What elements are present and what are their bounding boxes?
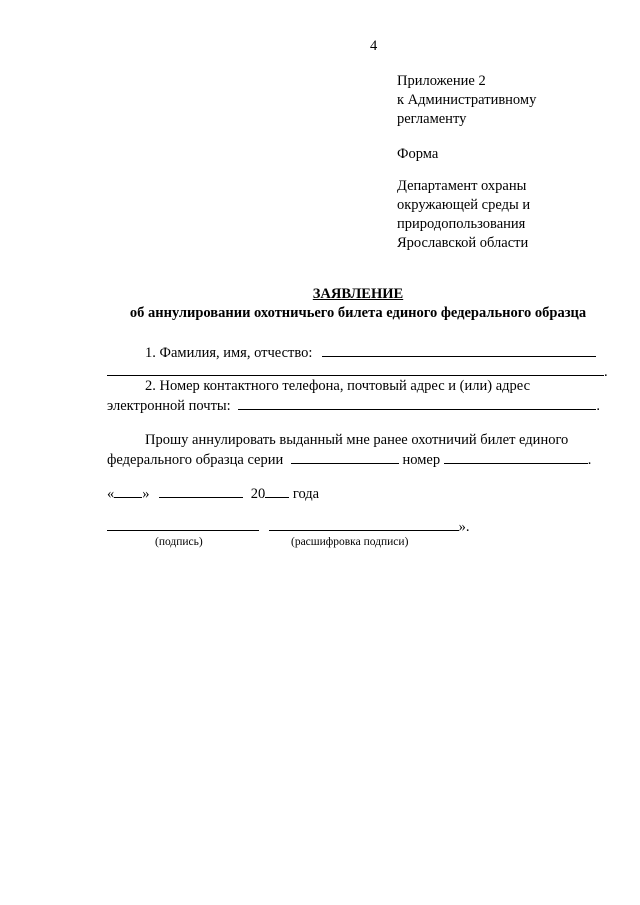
contact-row: электронной почты: . <box>107 398 600 414</box>
signature-decoding-caption: (расшифровка подписи) <box>291 536 409 548</box>
signature-decoding-input-line[interactable] <box>269 518 459 531</box>
signature-caption: (подпись) <box>155 536 203 548</box>
fio-label: 1. Фамилия, имя, отчество: <box>145 345 313 361</box>
request-line-2: федерального образца серии номер . <box>107 452 592 468</box>
year-input-line[interactable] <box>265 485 289 498</box>
year-prefix: 20 <box>250 486 266 502</box>
series-input-line[interactable] <box>291 451 399 464</box>
signature-input-line[interactable] <box>107 518 259 531</box>
appendix-line-3: регламенту <box>397 111 467 127</box>
number-label: номер <box>402 452 441 468</box>
fio-input-line[interactable] <box>322 344 596 357</box>
document-title: ЗАЯВЛЕНИЕ <box>312 286 404 302</box>
appendix-line-1: Приложение 2 <box>397 73 486 89</box>
department-block <box>397 177 530 253</box>
request-line-1: Прошу аннулировать выданный мне ранее охотничий билет единого <box>145 432 569 448</box>
appendix-block <box>397 72 536 129</box>
page-number: 4 <box>370 38 378 54</box>
department-line-4: Ярославской области <box>397 235 529 251</box>
year-suffix: года <box>292 486 320 502</box>
department-line-3: природопользования <box>397 216 526 232</box>
date-row: « » 20 года <box>107 486 320 502</box>
contact-label-line-2: электронной почты: <box>107 398 231 414</box>
contact-label-line-1: 2. Номер контактного телефона, почтовый адрес и (или) адрес <box>145 378 531 394</box>
department-line-2: окружающей среды и <box>397 197 531 213</box>
department-line-1: Департамент охраны <box>397 178 527 194</box>
fio-input-line-2[interactable] <box>107 363 604 376</box>
form-label: Форма <box>397 146 439 162</box>
fio-row <box>145 344 596 362</box>
number-input-line[interactable] <box>444 451 588 464</box>
day-input-line[interactable] <box>114 485 142 498</box>
series-label: федерального образца серии <box>107 452 284 468</box>
appendix-line-2: к Административному <box>397 92 537 108</box>
contact-input-line[interactable] <box>238 397 596 410</box>
fio-row-2: . <box>107 363 608 381</box>
document-subtitle: об аннулировании охотничьего билета единого федерального образца <box>129 305 587 321</box>
month-input-line[interactable] <box>159 485 243 498</box>
signature-row: ». <box>107 518 470 536</box>
